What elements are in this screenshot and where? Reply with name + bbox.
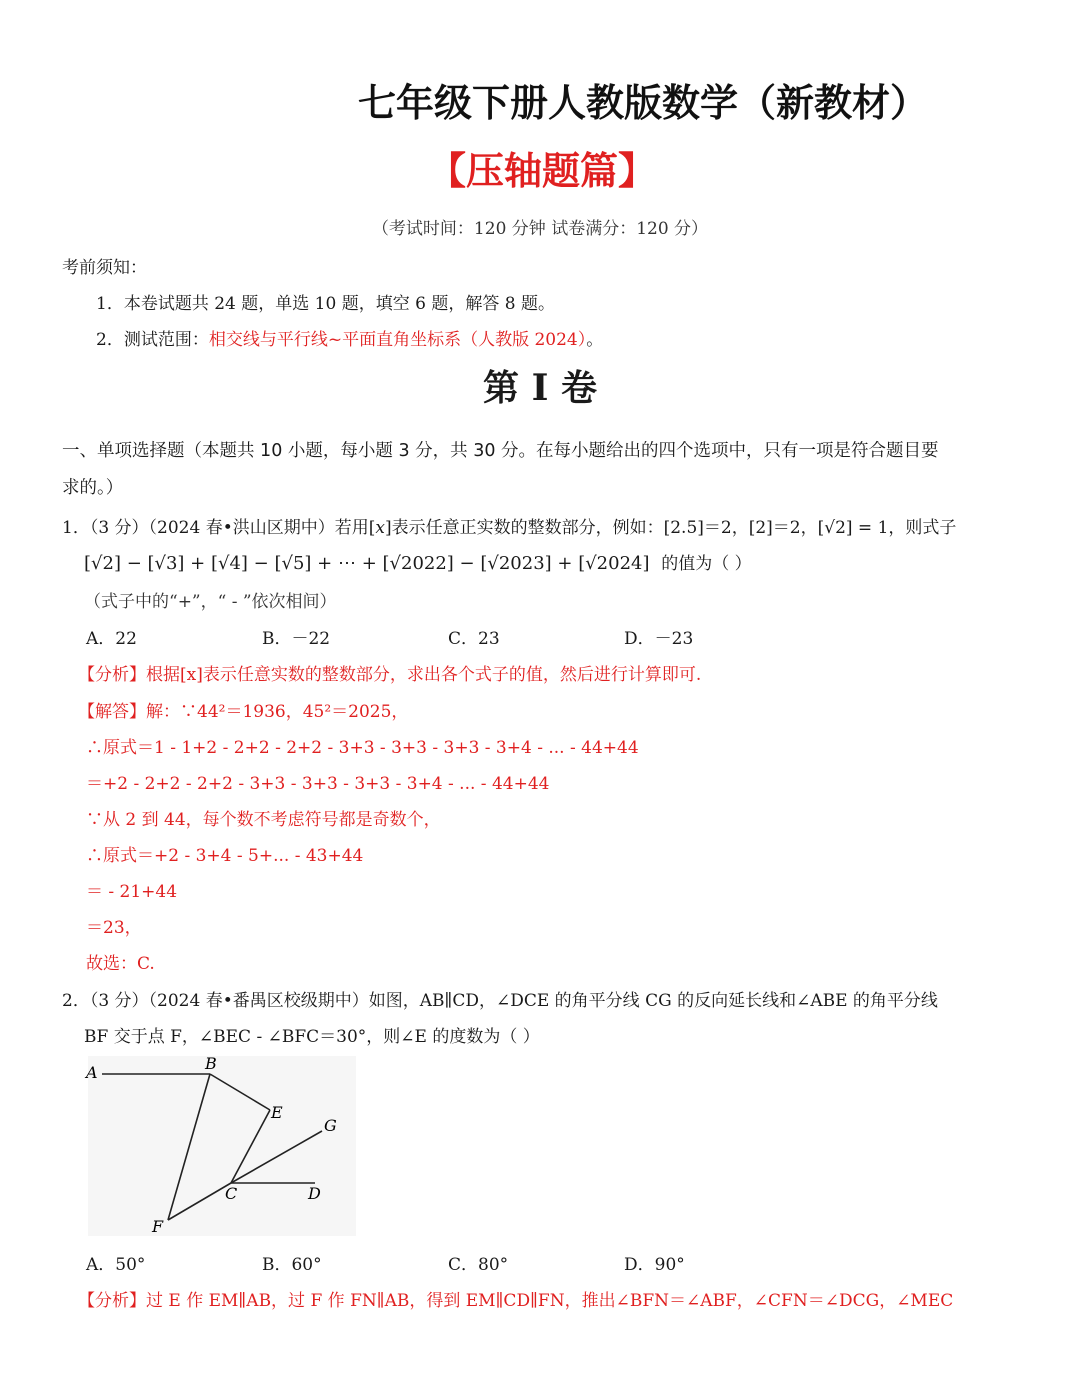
q1-answer-line-2: ＝+2 - 2+2 - 2+2 - 3+3 - 3+3 - 3+3 - 3+4 - ... - 44+44	[86, 774, 550, 794]
section-heading-line-2: 求的。）	[62, 478, 124, 498]
notice-item-1: 1．本卷试题共 24 题，单选 10 题，填空 6 题，解答 8 题。	[96, 294, 555, 314]
q2-analysis-text: 过 E 作 EM∥AB，过 F 作 FN∥AB，得到 EM∥CD∥FN，推出∠BFN＝∠ABF，∠CFN＝∠DCG，∠MEC	[146, 1291, 954, 1311]
q1-analysis	[78, 660, 701, 685]
q1-analysis-tag: 【分析】	[78, 665, 146, 685]
label-e: E	[271, 1103, 283, 1122]
q2-analysis-tag: 【分析】	[78, 1291, 146, 1311]
q2-analysis	[78, 1286, 953, 1311]
q1-option-c: C．23	[448, 629, 500, 649]
q2-figure	[80, 1052, 370, 1242]
label-f: F	[152, 1217, 164, 1236]
q1-note: （式子中的“+”，“ - ”依次相间）	[84, 592, 337, 612]
q1-stem-a: 1．（3 分）（2024 春•洪山区期中）若用[	[62, 518, 376, 538]
q1-stem-b: ]表示任意正实数的整数部分，例如：[2.5]＝2，[2]＝2，[√2] = 1，则式子	[384, 518, 957, 538]
q1-answer-line-3: ∵从 2 到 44，每个数不考虑符号都是奇数个，	[86, 810, 441, 830]
notice-heading: 考前须知：	[62, 258, 147, 278]
volume-heading: 第 I 卷	[483, 367, 597, 409]
q1-answer-line-7: 故选：C.	[86, 954, 155, 974]
q1-answer-line-4: ∴原式＝+2 - 3+4 - 5+... - 43+44	[86, 846, 364, 866]
label-a: A	[86, 1063, 98, 1082]
q1-answer-text-0: 解：∵44²＝1936，45²＝2025，	[146, 702, 409, 722]
q1-formula-line	[84, 549, 752, 574]
q1-var: x	[375, 518, 385, 538]
q1-analysis-text: 根据[x]表示任意实数的整数部分，求出各个式子的值，然后进行计算即可.	[146, 665, 702, 685]
test-range: 相交线与平行线~平面直角坐标系（人教版 2024）	[208, 330, 587, 350]
section-heading-line-1: 一、单项选择题（本题共 10 小题，每小题 3 分，共 30 分。在每小题给出的四个选项中，只有一项是符合题目要	[62, 441, 939, 461]
document-subtitle: 【压轴题篇】	[428, 149, 657, 193]
q2-option-a: A．50°	[86, 1255, 146, 1275]
q2-stem-line-1: 2．（3 分）（2024 春•番禺区校级期中）如图，AB∥CD，∠DCE 的角平分线 CG 的反向延长线和∠ABE 的角平分线	[62, 991, 938, 1011]
q2-stem-line-2: BF 交于点 F，∠BEC - ∠BFC＝30°，则∠E 的度数为（ ）	[84, 1027, 540, 1047]
notice-item-2	[96, 325, 603, 350]
q1-stem	[62, 513, 956, 538]
notice-item-2-prefix: 2．测试范围：	[96, 330, 209, 350]
q2-option-b: B．60°	[262, 1255, 322, 1275]
q2-option-d: D．90°	[624, 1255, 685, 1275]
label-d: D	[308, 1184, 321, 1203]
notice-item-2-suffix: 。	[586, 330, 604, 350]
figure-background	[88, 1056, 356, 1236]
q1-answer-line-5: ＝ - 21+44	[86, 882, 178, 902]
q1-option-a: A．22	[86, 629, 137, 649]
label-b: B	[205, 1054, 217, 1073]
q1-formula: [√2] − [√3] + [√4] − [√5] + ⋯ + [√2022] − [√2023] + [√2024]	[84, 553, 650, 574]
document-title: 七年级下册人教版数学（新教材）	[358, 81, 929, 125]
label-g: G	[324, 1116, 337, 1135]
q1-option-d: D．－23	[624, 629, 694, 649]
q1-answer-tag: 【解答】	[78, 702, 146, 722]
exam-info: （考试时间：120 分钟 试卷满分：120 分）	[371, 219, 709, 239]
q1-answer-line-6: ＝23，	[86, 918, 142, 938]
q1-option-b: B．－22	[262, 629, 331, 649]
q1-answer-line-1: ∴原式＝1 - 1+2 - 2+2 - 2+2 - 3+3 - 3+3 - 3+3 - 3+4 - ... - 44+44	[86, 738, 639, 758]
q2-option-c: C．80°	[448, 1255, 509, 1275]
label-c: C	[225, 1184, 238, 1203]
q1-answer-line-0	[78, 697, 408, 722]
q1-formula-suffix: 的值为（ ）	[661, 554, 752, 574]
